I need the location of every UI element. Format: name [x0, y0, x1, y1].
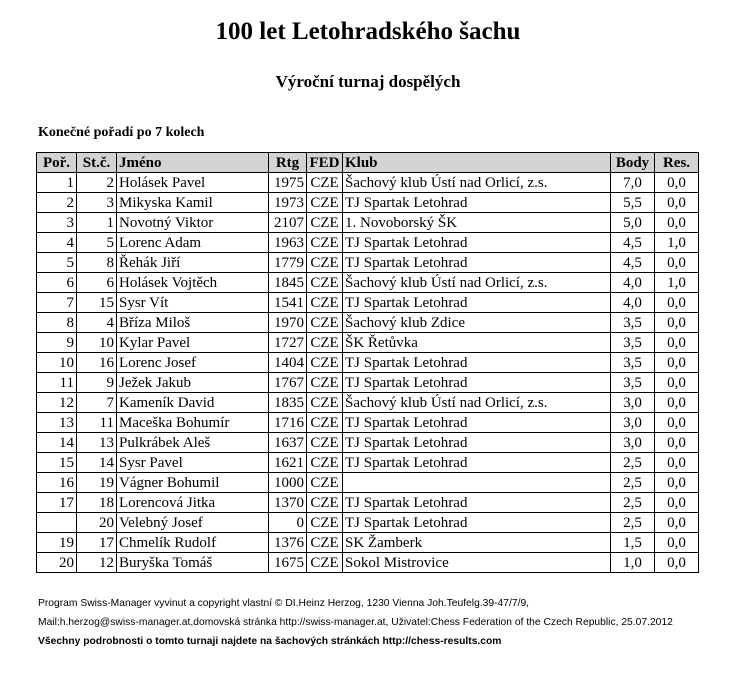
cell-federation: CZE [307, 353, 343, 373]
cell-result: 0,0 [655, 293, 699, 313]
cell-result: 0,0 [655, 193, 699, 213]
cell-club: TJ Spartak Letohrad [343, 433, 611, 453]
col-header-rank: Poř. [37, 153, 77, 173]
cell-rating: 1975 [269, 173, 307, 193]
table-row [37, 393, 699, 413]
cell-points: 3,5 [611, 333, 655, 353]
cell-result: 0,0 [655, 173, 699, 193]
cell-start-number: 9 [77, 373, 117, 393]
cell-rank: 17 [37, 493, 77, 513]
col-header-points: Body [611, 153, 655, 173]
footer-copyright: Program Swiss-Manager vyvinut a copyright vlastní © DI.Heinz Herzog, 1230 Vienna Joh.Teufelg.39-47/7/9, [38, 598, 530, 609]
table-row [37, 293, 699, 313]
cell-federation: CZE [307, 513, 343, 533]
cell-start-number: 20 [77, 513, 117, 533]
page-subtitle: Výroční turnaj dospělých [275, 72, 461, 91]
cell-result: 0,0 [655, 513, 699, 533]
cell-points: 2,5 [611, 453, 655, 473]
cell-federation: CZE [307, 393, 343, 413]
col-header-name: Jméno [117, 153, 269, 173]
cell-result: 0,0 [655, 493, 699, 513]
cell-club: TJ Spartak Letohrad [343, 233, 611, 253]
cell-result: 0,0 [655, 413, 699, 433]
cell-rating: 1404 [269, 353, 307, 373]
cell-rating: 1621 [269, 453, 307, 473]
col-header-result: Res. [655, 153, 699, 173]
table-row [37, 493, 699, 513]
cell-points: 3,0 [611, 393, 655, 413]
cell-name: Lorenc Adam [117, 233, 269, 253]
cell-result: 1,0 [655, 233, 699, 253]
table-row [37, 173, 699, 193]
cell-name: Kylar Pavel [117, 333, 269, 353]
cell-rank: 16 [37, 473, 77, 493]
cell-club: TJ Spartak Letohrad [343, 513, 611, 533]
cell-rating: 1727 [269, 333, 307, 353]
cell-club: Šachový klub Ústí nad Orlicí, z.s. [343, 173, 611, 193]
cell-name: Velebný Josef [117, 513, 269, 533]
cell-name: Ježek Jakub [117, 373, 269, 393]
cell-result: 0,0 [655, 473, 699, 493]
cell-federation: CZE [307, 173, 343, 193]
cell-points: 3,5 [611, 373, 655, 393]
cell-start-number: 7 [77, 393, 117, 413]
cell-rank: 8 [37, 313, 77, 333]
cell-name: Maceška Bohumír [117, 413, 269, 433]
footer-contact: Mail:h.herzog@swiss-manager.at,domovská stránka http://swiss-manager.at, Uživatel:Chess Federation of the Czech Republic, 25.07.2012 [38, 617, 673, 628]
cell-rank: 10 [37, 353, 77, 373]
cell-federation: CZE [307, 293, 343, 313]
cell-rank: 7 [37, 293, 77, 313]
footer-results-link: Všechny podrobnosti o tomto turnaji najdete na šachových stránkách http://chess-results.com [38, 636, 502, 647]
cell-name: Novotný Viktor [117, 213, 269, 233]
cell-club: Šachový klub Ústí nad Orlicí, z.s. [343, 273, 611, 293]
cell-club: Šachový klub Ústí nad Orlicí, z.s. [343, 393, 611, 413]
cell-federation: CZE [307, 553, 343, 573]
cell-result: 0,0 [655, 313, 699, 333]
cell-start-number: 12 [77, 553, 117, 573]
cell-start-number: 18 [77, 493, 117, 513]
table-row [37, 313, 699, 333]
cell-points: 3,5 [611, 313, 655, 333]
cell-name: Chmelík Rudolf [117, 533, 269, 553]
table-row [37, 553, 699, 573]
cell-points: 5,5 [611, 193, 655, 213]
cell-rating: 1376 [269, 533, 307, 553]
table-row [37, 473, 699, 493]
cell-rank: 9 [37, 333, 77, 353]
cell-result: 0,0 [655, 213, 699, 233]
cell-rank: 6 [37, 273, 77, 293]
table-row [37, 413, 699, 433]
table-row [37, 333, 699, 353]
cell-club: Šachový klub Zdice [343, 313, 611, 333]
table-row [37, 213, 699, 233]
cell-federation: CZE [307, 273, 343, 293]
cell-federation: CZE [307, 373, 343, 393]
cell-start-number: 2 [77, 173, 117, 193]
table-row [37, 253, 699, 273]
col-header-club: Klub [343, 153, 611, 173]
cell-rank: 20 [37, 553, 77, 573]
cell-club: TJ Spartak Letohrad [343, 193, 611, 213]
cell-points: 4,5 [611, 253, 655, 273]
cell-result: 0,0 [655, 453, 699, 473]
cell-start-number: 4 [77, 313, 117, 333]
cell-rank: 5 [37, 253, 77, 273]
cell-points: 1,5 [611, 533, 655, 553]
cell-club: TJ Spartak Letohrad [343, 493, 611, 513]
cell-result: 0,0 [655, 553, 699, 573]
cell-name: Holásek Pavel [117, 173, 269, 193]
cell-rating: 1835 [269, 393, 307, 413]
cell-name: Vágner Bohumil [117, 473, 269, 493]
cell-result: 0,0 [655, 333, 699, 353]
cell-start-number: 14 [77, 453, 117, 473]
col-header-rating: Rtg [269, 153, 307, 173]
cell-points: 7,0 [611, 173, 655, 193]
cell-result: 0,0 [655, 533, 699, 553]
cell-rating: 1779 [269, 253, 307, 273]
cell-federation: CZE [307, 233, 343, 253]
table-row [37, 453, 699, 473]
cell-rank: 14 [37, 433, 77, 453]
cell-start-number: 17 [77, 533, 117, 553]
cell-federation: CZE [307, 533, 343, 553]
cell-points: 2,5 [611, 473, 655, 493]
cell-name: Pulkrábek Aleš [117, 433, 269, 453]
cell-rating: 1970 [269, 313, 307, 333]
cell-club: Sokol Mistrovice [343, 553, 611, 573]
cell-start-number: 8 [77, 253, 117, 273]
cell-start-number: 5 [77, 233, 117, 253]
cell-result: 0,0 [655, 393, 699, 413]
cell-rank: 11 [37, 373, 77, 393]
cell-points: 2,5 [611, 493, 655, 513]
cell-name: Sysr Pavel [117, 453, 269, 473]
cell-federation: CZE [307, 493, 343, 513]
cell-rating: 1675 [269, 553, 307, 573]
cell-start-number: 11 [77, 413, 117, 433]
cell-club: TJ Spartak Letohrad [343, 413, 611, 433]
cell-club: TJ Spartak Letohrad [343, 293, 611, 313]
cell-rating: 1716 [269, 413, 307, 433]
cell-rank [37, 513, 77, 533]
table-row [37, 193, 699, 213]
cell-start-number: 6 [77, 273, 117, 293]
cell-federation: CZE [307, 313, 343, 333]
cell-rank: 3 [37, 213, 77, 233]
col-header-federation: FED [307, 153, 343, 173]
cell-club: TJ Spartak Letohrad [343, 353, 611, 373]
table-body [37, 173, 699, 573]
cell-federation: CZE [307, 453, 343, 473]
cell-rating: 1541 [269, 293, 307, 313]
cell-result: 0,0 [655, 373, 699, 393]
cell-name: Buryška Tomáš [117, 553, 269, 573]
cell-name: Kameník David [117, 393, 269, 413]
page-title: 100 let Letohradského šachu [215, 18, 521, 45]
cell-start-number: 1 [77, 213, 117, 233]
cell-name: Lorencová Jitka [117, 493, 269, 513]
col-header-start-number: St.č. [77, 153, 117, 173]
cell-start-number: 13 [77, 433, 117, 453]
cell-start-number: 16 [77, 353, 117, 373]
cell-rating: 1370 [269, 493, 307, 513]
cell-rating: 1845 [269, 273, 307, 293]
cell-rating: 1000 [269, 473, 307, 493]
cell-club: SK Žamberk [343, 533, 611, 553]
cell-rating: 0 [269, 513, 307, 533]
cell-name: Holásek Vojtěch [117, 273, 269, 293]
cell-rank: 19 [37, 533, 77, 553]
cell-rating: 1963 [269, 233, 307, 253]
cell-rank: 4 [37, 233, 77, 253]
cell-rank: 1 [37, 173, 77, 193]
cell-rating: 1767 [269, 373, 307, 393]
cell-points: 1,0 [611, 553, 655, 573]
cell-points: 3,0 [611, 413, 655, 433]
cell-points: 4,0 [611, 273, 655, 293]
cell-result: 1,0 [655, 273, 699, 293]
cell-rank: 2 [37, 193, 77, 213]
cell-federation: CZE [307, 193, 343, 213]
cell-club: TJ Spartak Letohrad [343, 373, 611, 393]
cell-federation: CZE [307, 413, 343, 433]
cell-federation: CZE [307, 213, 343, 233]
cell-start-number: 19 [77, 473, 117, 493]
cell-result: 0,0 [655, 253, 699, 273]
cell-rank: 13 [37, 413, 77, 433]
cell-federation: CZE [307, 433, 343, 453]
cell-name: Bříza Miloš [117, 313, 269, 333]
cell-result: 0,0 [655, 433, 699, 453]
cell-start-number: 10 [77, 333, 117, 353]
cell-points: 3,5 [611, 353, 655, 373]
table-row [37, 273, 699, 293]
table-caption: Konečné pořadí po 7 kolech [38, 125, 205, 140]
cell-rank: 15 [37, 453, 77, 473]
cell-federation: CZE [307, 473, 343, 493]
table-row [37, 373, 699, 393]
cell-name: Mikyska Kamil [117, 193, 269, 213]
cell-name: Sysr Vít [117, 293, 269, 313]
cell-rating: 1637 [269, 433, 307, 453]
cell-name: Lorenc Josef [117, 353, 269, 373]
table-header-row [37, 153, 699, 173]
table-row [37, 233, 699, 253]
cell-rating: 2107 [269, 213, 307, 233]
table-row [37, 513, 699, 533]
table-row [37, 533, 699, 553]
cell-points: 4,0 [611, 293, 655, 313]
cell-federation: CZE [307, 333, 343, 353]
cell-start-number: 15 [77, 293, 117, 313]
cell-start-number: 3 [77, 193, 117, 213]
cell-club [343, 473, 611, 493]
cell-federation: CZE [307, 253, 343, 273]
cell-points: 5,0 [611, 213, 655, 233]
cell-club: 1. Novoborský ŠK [343, 213, 611, 233]
cell-rank: 12 [37, 393, 77, 413]
cell-name: Řehák Jiří [117, 253, 269, 273]
table-row [37, 353, 699, 373]
cell-club: ŠK Řetůvka [343, 333, 611, 353]
cell-points: 3,0 [611, 433, 655, 453]
cell-rating: 1973 [269, 193, 307, 213]
cell-points: 2,5 [611, 513, 655, 533]
cell-points: 4,5 [611, 233, 655, 253]
standings-table [36, 152, 699, 573]
cell-club: TJ Spartak Letohrad [343, 453, 611, 473]
table-row [37, 433, 699, 453]
cell-result: 0,0 [655, 353, 699, 373]
cell-club: TJ Spartak Letohrad [343, 253, 611, 273]
